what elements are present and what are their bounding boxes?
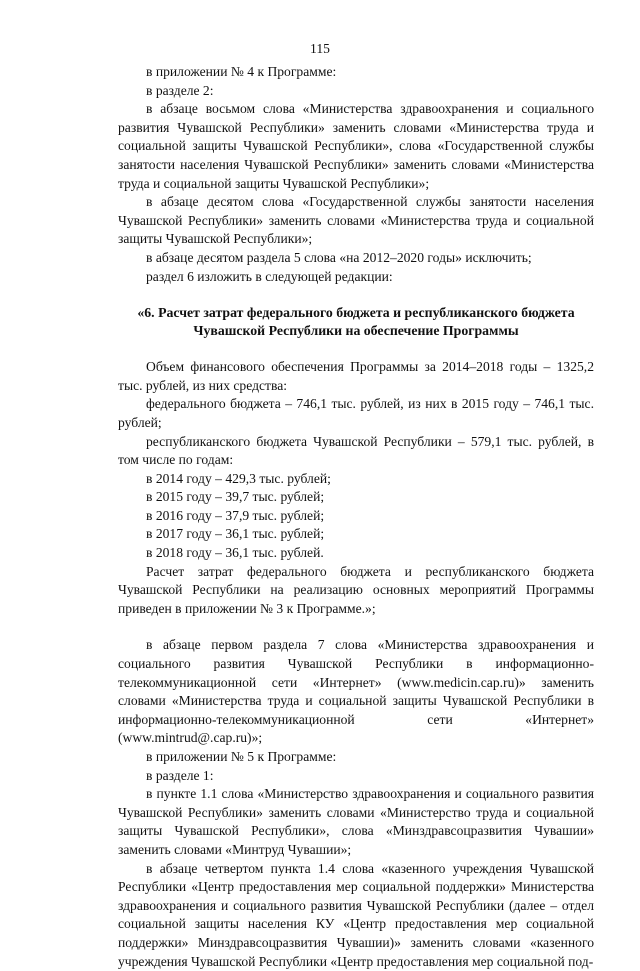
paragraph: Объем финансового обеспечения Программы за 2014–2018 годы – 1325,2 тыс. рублей, из них средства:	[118, 359, 594, 393]
section-heading: «6. Расчет затрат федерального бюджета и республиканского бюджета Чувашской Республики на обеспечение Программы	[137, 305, 575, 339]
paragraph-gap	[118, 618, 594, 636]
document-body	[118, 63, 594, 971]
paragraph: в абзаце восьмом слова «Министерства здравоохранения и социального развития Чувашской Республики» заменить словами «Министерства труда и социальной защиты Чувашской Республики», слова «Государственной службы занятости населения Чувашской Республики» заменить словами «Министерства труда и социальной защиты Чувашской Республики»;	[118, 101, 594, 191]
paragraph: республиканского бюджета Чувашской Республики – 579,1 тыс. рублей, в том числе по годам:	[118, 433, 594, 468]
paragraph: раздел 6 изложить в следующей редакции:	[146, 268, 393, 284]
paragraph: в приложении № 4 к Программе:	[146, 64, 337, 79]
list-item: в 2015 году – 39,7 тыс. рублей;	[146, 489, 325, 505]
paragraph: в пункте 1.1 слова «Министерство здравоохранения и социального развития Чувашской Республики» заменить словами «Министерство труда и социальной защиты Чувашской Республики», слова «Минздравсоцразвития Чувашии» заменить словами «Минтруд Чувашии»;	[118, 786, 594, 857]
paragraph: в приложении № 5 к Программе:	[146, 749, 337, 764]
list-item: в 2017 году – 36,1 тыс. рублей;	[146, 526, 325, 542]
paragraph: в разделе 2:	[146, 82, 214, 98]
list-item: в 2016 году – 37,9 тыс. рублей;	[146, 507, 325, 523]
list-item: в 2018 году – 36,1 тыс. рублей.	[146, 545, 324, 561]
paragraph: в абзаце десятом раздела 5 слова «на 2012–2020 годы» исключить;	[146, 249, 532, 265]
paragraph: в абзаце четвертом пункта 1.4 слова «казенного учреждения Чувашской Республики «Центр предоставления мер социальной поддержки» Министерства здравоохранения и социального развития Чувашской Республики (далее – отдел социальной защиты населения КУ «Центр предоставления мер социальной поддержки» Минздравсоцразвития Чувашии)» заменить словами «казенного учреждения Чувашской Республики «Центр предоставления мер социальной под-	[118, 860, 594, 969]
paragraph: в разделе 1:	[146, 767, 214, 783]
paragraph: федерального бюджета – 746,1 тыс. рублей, из них в 2015 году – 746,1 тыс. рублей;	[118, 396, 594, 430]
paragraph: Расчет затрат федерального бюджета и республиканского бюджета Чувашской Республики на реализацию основных мероприятий Программы приведен в приложении № 3 к Программе.»;	[118, 563, 594, 616]
paragraph: в абзаце десятом слова «Государственной службы занятости населения Чувашской Республики» заменить словами «Министерства труда и социальной защиты Чувашской Республики»;	[118, 194, 594, 247]
page-number: 115	[310, 41, 330, 56]
list-item: в 2014 году – 429,3 тыс. рублей;	[146, 470, 331, 486]
paragraph: в абзаце первом раздела 7 слова «Министерства здравоохранения и социального развития Чувашской Республики в информационно-телекоммуникационной сети «Интернет» (www.medicin.cap.ru)» заменить словами «Министерства труда и социальной защиты Чувашской Республики в информационно-телекоммуникационной сети «Интернет» (www.mintrud@.cap.ru)»;	[118, 637, 594, 746]
